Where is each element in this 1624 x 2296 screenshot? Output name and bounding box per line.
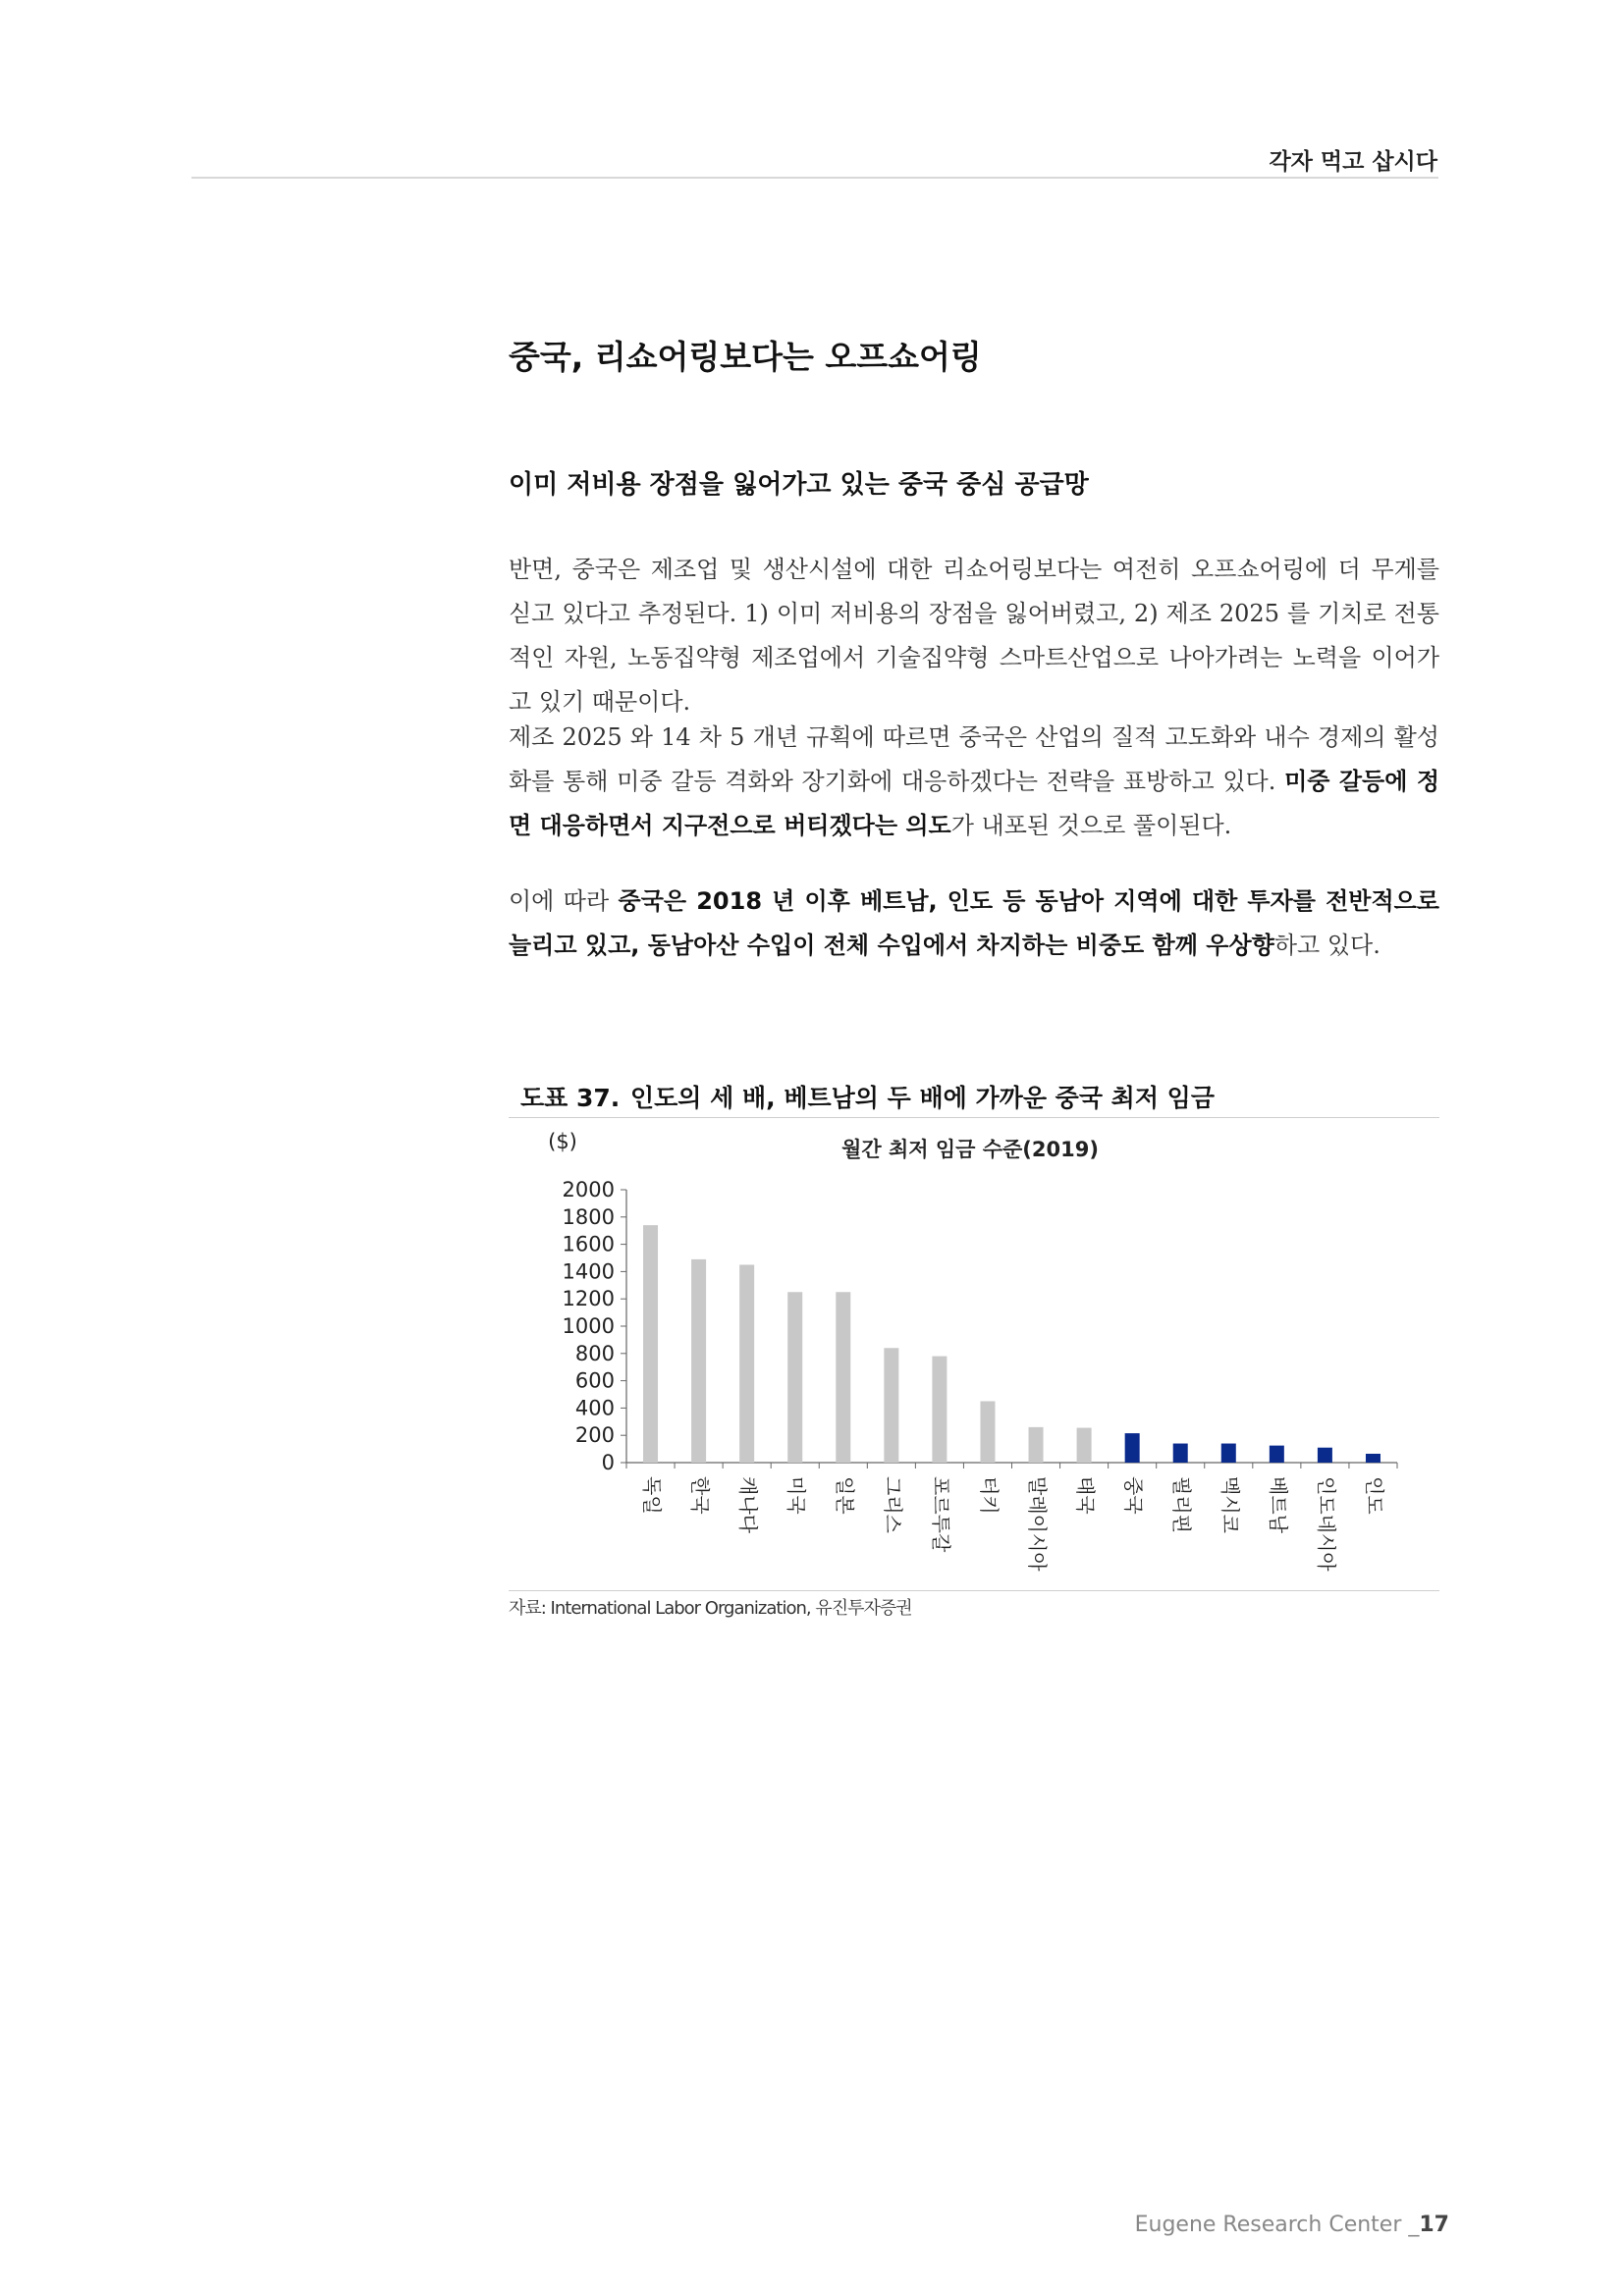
chart-title: 월간 최저 임금 수준(2019): [841, 1138, 1099, 1161]
y-tick-label: 2000: [562, 1178, 615, 1201]
figure-top-rule: [509, 1117, 1439, 1118]
x-tick-label: 태국: [1073, 1476, 1098, 1515]
y-tick-label: 1200: [562, 1287, 615, 1311]
bar-5: [836, 1292, 850, 1463]
y-tick-label: 0: [601, 1451, 615, 1474]
bar-13: [1221, 1444, 1236, 1463]
paragraph-2-tail: 가 내포된 것으로 풀이된다.: [950, 812, 1232, 839]
x-tick-label: 인도네시아: [1314, 1476, 1338, 1572]
bar-9: [1029, 1427, 1044, 1463]
x-tick-label: 중국: [1121, 1476, 1146, 1515]
footer-org: Eugene Research Center _: [1134, 2213, 1420, 2237]
y-tick-label: 600: [574, 1368, 615, 1393]
y-tick-label: 400: [574, 1396, 615, 1420]
bar-14: [1270, 1446, 1284, 1463]
x-tick-label: 필리핀: [1169, 1476, 1194, 1533]
x-tick-label: 독일: [640, 1476, 665, 1515]
bar-15: [1318, 1448, 1332, 1463]
bar-3: [739, 1264, 754, 1463]
figure-number: 도표 37.: [520, 1084, 621, 1112]
y-axis-label: ($): [548, 1130, 577, 1153]
figure-caption: [520, 1079, 1215, 1114]
minimum-wage-bar-chart: [509, 1121, 1439, 1588]
y-tick-label: 200: [574, 1423, 615, 1448]
header-divider: [191, 177, 1438, 179]
paragraph-2-emphasis: 미중 갈등에 정면 대응하면서 지구전으로 버티겠다는 의도: [509, 768, 1439, 839]
bar-10: [1077, 1428, 1092, 1463]
paragraph-2: [509, 716, 1439, 848]
x-tick-label: 터키: [977, 1476, 1001, 1515]
paragraph-1: 반면, 중국은 제조업 및 생산시설에 대한 리쇼어링보다는 여전히 오프쇼어링에 더 무게를 싣고 있다고 추정된다. 1) 이미 저비용의 장점을 잃어버렸고, 2) 제조 2025 를 기치로 전통적인 자원, 노동집약형 제조업에서 기술집약형 스마트산업으로 나아가려는 노력을 이어가고 있기 때문이다.: [509, 556, 1439, 716]
paragraph-3-lead: 이에 따라: [509, 887, 619, 915]
bar-11: [1125, 1433, 1140, 1463]
y-axis-ticks: [563, 1178, 626, 1474]
x-tick-label: 포르투갈: [929, 1476, 953, 1553]
chart-bars: [643, 1225, 1380, 1463]
paragraph-3-emphasis: 중국은 2018 년 이후 베트남, 인도 등 동남아 지역에 대한 투자를 전반적으로 늘리고 있고, 동남아산 수입이 전체 수입에서 차지하는 비중도 함께 우상향: [509, 887, 1439, 959]
x-tick-label: 베트남: [1266, 1476, 1290, 1533]
page-number: 17: [1419, 2213, 1449, 2237]
x-tick-label: 일본: [833, 1476, 857, 1515]
figure-title: 인도의 세 배, 베트남의 두 배에 가까운 중국 최저 임금: [630, 1084, 1215, 1112]
paragraph-3: [509, 880, 1439, 968]
y-tick-label: 1800: [562, 1204, 615, 1229]
x-tick-label: 말레이시아: [1025, 1476, 1050, 1572]
x-tick-label: 그리스: [881, 1476, 905, 1533]
y-tick-label: 800: [574, 1341, 615, 1365]
x-axis-labels: [626, 1463, 1397, 1572]
bar-6: [884, 1348, 898, 1463]
x-tick-label: 멕시코: [1218, 1476, 1242, 1533]
x-tick-label: 캐나다: [736, 1476, 761, 1533]
bar-12: [1173, 1444, 1188, 1463]
figure-source: 자료: International Labor Organization, 유진투자증권: [509, 1598, 912, 1619]
y-tick-label: 1400: [562, 1259, 615, 1284]
bar-16: [1366, 1454, 1380, 1463]
paragraph-3-tail: 하고 있다.: [1273, 932, 1380, 959]
bar-2: [691, 1259, 706, 1463]
bar-7: [932, 1357, 947, 1463]
bar-1: [643, 1225, 658, 1463]
section-subtitle: 이미 저비용 장점을 잃어가고 있는 중국 중심 공급망: [509, 470, 1089, 500]
bar-8: [980, 1401, 995, 1463]
paragraph-2-text: 제조 2025 와 14 차 5 개년 규획에 따르면 중국은 산업의 질적 고도화와 내수 경제의 활성화를 통해 미중 갈등 격화와 장기화에 대응하겠다는 전략을 표방하고 있다.: [509, 723, 1439, 795]
x-tick-label: 인도: [1362, 1476, 1386, 1515]
bar-4: [787, 1292, 802, 1463]
figure-bottom-rule: [509, 1590, 1439, 1591]
y-tick-label: 1600: [562, 1232, 615, 1256]
y-tick-label: 1000: [562, 1314, 615, 1338]
x-tick-label: 미국: [785, 1476, 809, 1515]
running-title: 각자 먹고 삽시다: [1269, 149, 1437, 175]
page-footer: [1129, 2213, 1449, 2237]
x-tick-label: 한국: [688, 1476, 713, 1515]
section-title: 중국, 리쇼어링보다는 오프쇼어링: [509, 338, 982, 376]
